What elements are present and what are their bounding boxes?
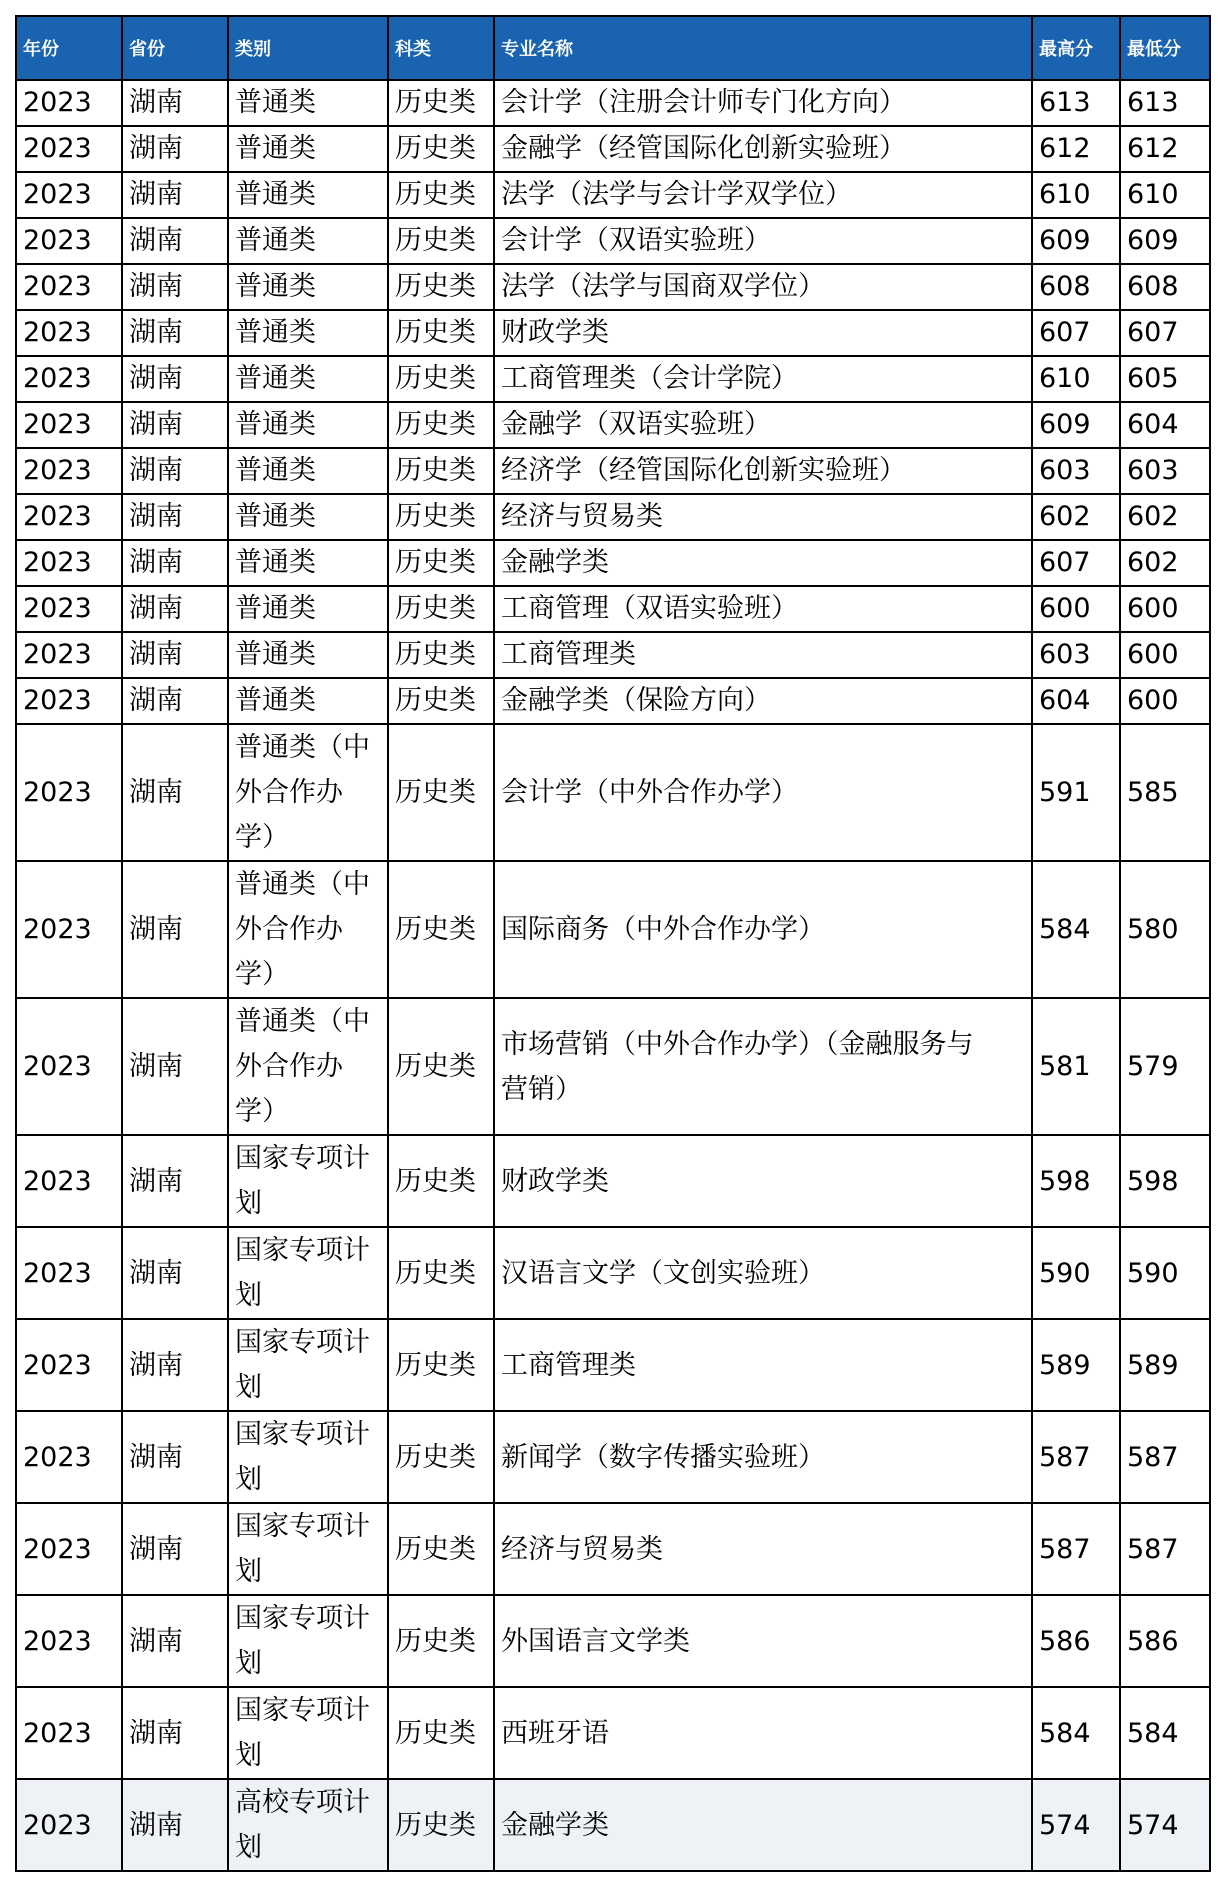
cell-subject: 历史类 xyxy=(388,264,494,310)
cell-min-score: 574 xyxy=(1120,1779,1210,1871)
cell-max-score: 598 xyxy=(1032,1135,1120,1227)
cell-major-line: 市场营销（中外合作办学）（金融服务与 xyxy=(501,1028,974,1060)
header-subject: 科类 xyxy=(388,16,494,80)
table-row xyxy=(16,172,1210,218)
cell-max-score: 600 xyxy=(1032,586,1120,632)
cell-major: 金融学类 xyxy=(494,1779,1032,1871)
cell-category xyxy=(228,1135,388,1227)
cell-subject: 历史类 xyxy=(388,1227,494,1319)
cell-year: 2023 xyxy=(16,310,122,356)
table-row xyxy=(16,1227,1210,1319)
cell-min-score: 600 xyxy=(1120,586,1210,632)
cell-category-line: 学） xyxy=(235,822,289,853)
cell-major: 金融学类（保险方向） xyxy=(494,678,1032,724)
cell-category-line: 划 xyxy=(235,1832,262,1863)
cell-category: 普通类 xyxy=(228,448,388,494)
cell-province: 湖南 xyxy=(122,1135,228,1227)
cell-year: 2023 xyxy=(16,356,122,402)
cell-major: 法学（法学与国商双学位） xyxy=(494,264,1032,310)
cell-subject: 历史类 xyxy=(388,80,494,126)
cell-category-line: 普通类（中 xyxy=(235,732,370,763)
cell-max-score: 607 xyxy=(1032,540,1120,586)
cell-category xyxy=(228,1779,388,1871)
cell-max-score: 574 xyxy=(1032,1779,1120,1871)
cell-province: 湖南 xyxy=(122,540,228,586)
cell-province: 湖南 xyxy=(122,402,228,448)
cell-major: 工商管理（双语实验班） xyxy=(494,586,1032,632)
cell-year: 2023 xyxy=(16,1779,122,1871)
cell-max-score: 586 xyxy=(1032,1595,1120,1687)
cell-subject: 历史类 xyxy=(388,310,494,356)
cell-year: 2023 xyxy=(16,540,122,586)
cell-min-score: 607 xyxy=(1120,310,1210,356)
cell-major-line: 营销） xyxy=(501,1073,582,1105)
header-max-score: 最高分 xyxy=(1032,16,1120,80)
cell-category-line: 高校专项计 xyxy=(235,1787,370,1818)
cell-category-line: 国家专项计 xyxy=(235,1695,370,1726)
cell-year: 2023 xyxy=(16,1503,122,1595)
cell-province: 湖南 xyxy=(122,448,228,494)
cell-major: 工商管理类（会计学院） xyxy=(494,356,1032,402)
table-row xyxy=(16,356,1210,402)
cell-subject: 历史类 xyxy=(388,1595,494,1687)
cell-major: 工商管理类 xyxy=(494,632,1032,678)
cell-max-score: 609 xyxy=(1032,402,1120,448)
cell-year: 2023 xyxy=(16,1595,122,1687)
cell-subject: 历史类 xyxy=(388,586,494,632)
cell-max-score: 604 xyxy=(1032,678,1120,724)
table-row xyxy=(16,1319,1210,1411)
cell-subject: 历史类 xyxy=(388,632,494,678)
table-row xyxy=(16,1411,1210,1503)
cell-subject: 历史类 xyxy=(388,218,494,264)
cell-min-score: 602 xyxy=(1120,494,1210,540)
cell-category xyxy=(228,1411,388,1503)
table-row xyxy=(16,1503,1210,1595)
cell-year: 2023 xyxy=(16,861,122,998)
cell-category-line: 国家专项计 xyxy=(235,1235,370,1266)
cell-min-score: 613 xyxy=(1120,80,1210,126)
cell-subject: 历史类 xyxy=(388,1411,494,1503)
cell-year: 2023 xyxy=(16,632,122,678)
cell-max-score: 581 xyxy=(1032,998,1120,1135)
cell-subject: 历史类 xyxy=(388,448,494,494)
cell-year: 2023 xyxy=(16,1135,122,1227)
cell-year: 2023 xyxy=(16,1411,122,1503)
cell-category: 普通类 xyxy=(228,172,388,218)
cell-max-score: 610 xyxy=(1032,356,1120,402)
table-row xyxy=(16,494,1210,540)
table-row xyxy=(16,402,1210,448)
cell-province: 湖南 xyxy=(122,724,228,861)
cell-major: 法学（法学与会计学双学位） xyxy=(494,172,1032,218)
cell-category-line: 普通类（中 xyxy=(235,869,370,900)
cell-min-score: 589 xyxy=(1120,1319,1210,1411)
cell-min-score: 587 xyxy=(1120,1411,1210,1503)
header-min-score: 最低分 xyxy=(1120,16,1210,80)
cell-province: 湖南 xyxy=(122,1779,228,1871)
cell-province: 湖南 xyxy=(122,126,228,172)
cell-category-line: 国家专项计 xyxy=(235,1143,370,1174)
cell-province: 湖南 xyxy=(122,861,228,998)
cell-province: 湖南 xyxy=(122,1319,228,1411)
cell-min-score: 604 xyxy=(1120,402,1210,448)
cell-subject: 历史类 xyxy=(388,1687,494,1779)
cell-max-score: 612 xyxy=(1032,126,1120,172)
cell-category-line: 划 xyxy=(235,1280,262,1311)
table-row xyxy=(16,1135,1210,1227)
cell-max-score: 608 xyxy=(1032,264,1120,310)
cell-major: 财政学类 xyxy=(494,310,1032,356)
cell-province: 湖南 xyxy=(122,80,228,126)
cell-category: 普通类 xyxy=(228,126,388,172)
cell-min-score: 603 xyxy=(1120,448,1210,494)
table-row xyxy=(16,632,1210,678)
cell-max-score: 603 xyxy=(1032,632,1120,678)
cell-max-score: 587 xyxy=(1032,1411,1120,1503)
header-year: 年份 xyxy=(16,16,122,80)
cell-major: 经济与贸易类 xyxy=(494,494,1032,540)
cell-min-score: 608 xyxy=(1120,264,1210,310)
cell-category xyxy=(228,998,388,1135)
score-table-container xyxy=(15,15,1211,1872)
cell-category-line: 划 xyxy=(235,1372,262,1403)
cell-category-line: 国家专项计 xyxy=(235,1327,370,1358)
cell-category xyxy=(228,1595,388,1687)
cell-category-line: 外合作办 xyxy=(235,1051,343,1082)
cell-category-line: 划 xyxy=(235,1556,262,1587)
cell-province: 湖南 xyxy=(122,310,228,356)
cell-major: 经济学（经管国际化创新实验班） xyxy=(494,448,1032,494)
cell-max-score: 587 xyxy=(1032,1503,1120,1595)
cell-year: 2023 xyxy=(16,264,122,310)
cell-category: 普通类 xyxy=(228,586,388,632)
cell-category-line: 划 xyxy=(235,1648,262,1679)
cell-category xyxy=(228,861,388,998)
cell-subject: 历史类 xyxy=(388,861,494,998)
cell-category: 普通类 xyxy=(228,310,388,356)
table-row xyxy=(16,1779,1210,1871)
table-row xyxy=(16,310,1210,356)
cell-subject: 历史类 xyxy=(388,172,494,218)
cell-min-score: 584 xyxy=(1120,1687,1210,1779)
cell-category: 普通类 xyxy=(228,402,388,448)
cell-province: 湖南 xyxy=(122,356,228,402)
cell-category-line: 普通类（中 xyxy=(235,1006,370,1037)
cell-major: 金融学类 xyxy=(494,540,1032,586)
cell-province: 湖南 xyxy=(122,494,228,540)
cell-max-score: 609 xyxy=(1032,218,1120,264)
cell-year: 2023 xyxy=(16,218,122,264)
table-row xyxy=(16,586,1210,632)
cell-subject: 历史类 xyxy=(388,356,494,402)
cell-province: 湖南 xyxy=(122,1411,228,1503)
cell-category: 普通类 xyxy=(228,356,388,402)
cell-category: 普通类 xyxy=(228,540,388,586)
cell-category xyxy=(228,1503,388,1595)
cell-category xyxy=(228,1227,388,1319)
cell-major: 金融学（经管国际化创新实验班） xyxy=(494,126,1032,172)
cell-category-line: 外合作办 xyxy=(235,777,343,808)
cell-category xyxy=(228,1687,388,1779)
cell-year: 2023 xyxy=(16,494,122,540)
cell-major: 汉语言文学（文创实验班） xyxy=(494,1227,1032,1319)
cell-subject: 历史类 xyxy=(388,1779,494,1871)
cell-min-score: 609 xyxy=(1120,218,1210,264)
cell-max-score: 590 xyxy=(1032,1227,1120,1319)
cell-major: 新闻学（数字传播实验班） xyxy=(494,1411,1032,1503)
table-row xyxy=(16,998,1210,1135)
cell-category-line: 国家专项计 xyxy=(235,1603,370,1634)
cell-subject: 历史类 xyxy=(388,540,494,586)
cell-max-score: 602 xyxy=(1032,494,1120,540)
table-row xyxy=(16,540,1210,586)
cell-major: 金融学（双语实验班） xyxy=(494,402,1032,448)
table-row xyxy=(16,80,1210,126)
cell-major: 西班牙语 xyxy=(494,1687,1032,1779)
cell-subject: 历史类 xyxy=(388,126,494,172)
cell-province: 湖南 xyxy=(122,1595,228,1687)
cell-major: 会计学（双语实验班） xyxy=(494,218,1032,264)
cell-year: 2023 xyxy=(16,448,122,494)
cell-subject: 历史类 xyxy=(388,1135,494,1227)
cell-category: 普通类 xyxy=(228,80,388,126)
cell-min-score: 610 xyxy=(1120,172,1210,218)
cell-min-score: 587 xyxy=(1120,1503,1210,1595)
cell-min-score: 605 xyxy=(1120,356,1210,402)
table-row xyxy=(16,724,1210,861)
cell-min-score: 590 xyxy=(1120,1227,1210,1319)
cell-min-score: 602 xyxy=(1120,540,1210,586)
cell-major: 工商管理类 xyxy=(494,1319,1032,1411)
cell-major: 会计学（中外合作办学） xyxy=(494,724,1032,861)
cell-min-score: 600 xyxy=(1120,632,1210,678)
cell-subject: 历史类 xyxy=(388,1319,494,1411)
table-row xyxy=(16,678,1210,724)
cell-category: 普通类 xyxy=(228,218,388,264)
cell-min-score: 580 xyxy=(1120,861,1210,998)
table-row xyxy=(16,861,1210,998)
table-row xyxy=(16,1595,1210,1687)
header-province: 省份 xyxy=(122,16,228,80)
cell-province: 湖南 xyxy=(122,1687,228,1779)
cell-major: 会计学（注册会计师专门化方向） xyxy=(494,80,1032,126)
cell-category: 普通类 xyxy=(228,678,388,724)
cell-category: 普通类 xyxy=(228,494,388,540)
cell-max-score: 607 xyxy=(1032,310,1120,356)
cell-category-line: 划 xyxy=(235,1464,262,1495)
cell-year: 2023 xyxy=(16,724,122,861)
cell-max-score: 589 xyxy=(1032,1319,1120,1411)
cell-year: 2023 xyxy=(16,126,122,172)
cell-max-score: 603 xyxy=(1032,448,1120,494)
cell-max-score: 591 xyxy=(1032,724,1120,861)
cell-category-line: 学） xyxy=(235,959,289,990)
cell-category-line: 国家专项计 xyxy=(235,1419,370,1450)
cell-year: 2023 xyxy=(16,678,122,724)
cell-year: 2023 xyxy=(16,1319,122,1411)
table-row xyxy=(16,218,1210,264)
cell-subject: 历史类 xyxy=(388,678,494,724)
table-row xyxy=(16,1687,1210,1779)
cell-province: 湖南 xyxy=(122,172,228,218)
cell-province: 湖南 xyxy=(122,998,228,1135)
cell-year: 2023 xyxy=(16,1227,122,1319)
table-row xyxy=(16,126,1210,172)
table-row xyxy=(16,448,1210,494)
table-header-row xyxy=(16,16,1210,80)
cell-province: 湖南 xyxy=(122,1503,228,1595)
cell-year: 2023 xyxy=(16,402,122,448)
cell-year: 2023 xyxy=(16,80,122,126)
cell-min-score: 612 xyxy=(1120,126,1210,172)
cell-year: 2023 xyxy=(16,1687,122,1779)
cell-major: 国际商务（中外合作办学） xyxy=(494,861,1032,998)
cell-major: 外国语言文学类 xyxy=(494,1595,1032,1687)
cell-max-score: 613 xyxy=(1032,80,1120,126)
cell-category-line: 外合作办 xyxy=(235,914,343,945)
cell-province: 湖南 xyxy=(122,264,228,310)
cell-subject: 历史类 xyxy=(388,724,494,861)
cell-subject: 历史类 xyxy=(388,494,494,540)
cell-subject: 历史类 xyxy=(388,998,494,1135)
cell-min-score: 600 xyxy=(1120,678,1210,724)
cell-province: 湖南 xyxy=(122,218,228,264)
cell-min-score: 585 xyxy=(1120,724,1210,861)
cell-year: 2023 xyxy=(16,172,122,218)
cell-major xyxy=(494,998,1032,1135)
cell-max-score: 584 xyxy=(1032,861,1120,998)
table-row xyxy=(16,264,1210,310)
cell-category-line: 国家专项计 xyxy=(235,1511,370,1542)
cell-max-score: 584 xyxy=(1032,1687,1120,1779)
cell-province: 湖南 xyxy=(122,632,228,678)
cell-category-line: 学） xyxy=(235,1096,289,1127)
cell-province: 湖南 xyxy=(122,586,228,632)
cell-category-line: 划 xyxy=(235,1740,262,1771)
cell-province: 湖南 xyxy=(122,1227,228,1319)
cell-max-score: 610 xyxy=(1032,172,1120,218)
cell-category: 普通类 xyxy=(228,632,388,678)
cell-min-score: 579 xyxy=(1120,998,1210,1135)
cell-category xyxy=(228,724,388,861)
cell-category-line: 划 xyxy=(235,1188,262,1219)
cell-major: 财政学类 xyxy=(494,1135,1032,1227)
cell-year: 2023 xyxy=(16,586,122,632)
score-table xyxy=(15,15,1211,1872)
cell-category xyxy=(228,1319,388,1411)
cell-year: 2023 xyxy=(16,998,122,1135)
cell-major: 经济与贸易类 xyxy=(494,1503,1032,1595)
cell-min-score: 586 xyxy=(1120,1595,1210,1687)
cell-province: 湖南 xyxy=(122,678,228,724)
cell-subject: 历史类 xyxy=(388,402,494,448)
cell-category: 普通类 xyxy=(228,264,388,310)
header-major: 专业名称 xyxy=(494,16,1032,80)
cell-min-score: 598 xyxy=(1120,1135,1210,1227)
cell-subject: 历史类 xyxy=(388,1503,494,1595)
header-category: 类别 xyxy=(228,16,388,80)
